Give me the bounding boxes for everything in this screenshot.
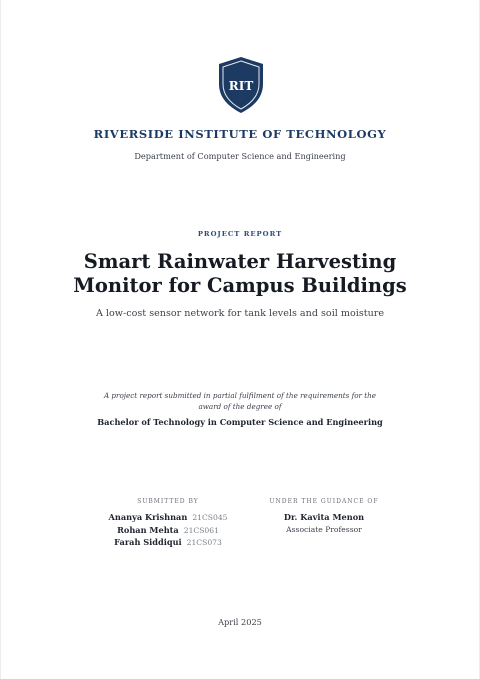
submitted-by-heading: SUBMITTED BY xyxy=(137,498,199,505)
report-title-line-2: Monitor for Campus Buildings xyxy=(73,274,407,297)
guidance-heading: UNDER THE GUIDANCE OF xyxy=(269,498,379,505)
crest-initials: RIT xyxy=(228,79,254,93)
institute-name: RIVERSIDE INSTITUTE OF TECHNOLOGY xyxy=(93,127,387,141)
guidance-section xyxy=(239,498,409,536)
shield-crest-icon xyxy=(217,56,265,114)
student-entry xyxy=(83,524,253,537)
degree-name: Bachelor of Technology in Computer Science and Engineering xyxy=(97,417,383,427)
student-name: Rohan Mehta xyxy=(117,524,179,535)
report-subtitle: A low-cost sensor network for tank levels and soil moisture xyxy=(95,308,385,319)
student-roll: 21CS073 xyxy=(186,538,222,547)
submission-date: April 2025 xyxy=(218,617,262,627)
guide-designation: Associate Professor xyxy=(286,524,362,534)
student-name: Farah Siddiqui xyxy=(114,537,182,547)
fulfilment-line-1: A project report submitted in partial fulfilment of the requirements for the xyxy=(103,391,377,400)
submitted-by-section xyxy=(83,498,253,549)
department-name: Department of Computer Science and Engineering xyxy=(134,151,346,161)
report-title xyxy=(41,250,439,298)
student-entry xyxy=(83,511,253,524)
student-entry xyxy=(83,536,253,549)
report-kicker: PROJECT REPORT xyxy=(197,230,283,238)
fulfilment-line-2: award of the degree of xyxy=(198,402,282,411)
fulfilment-statement xyxy=(101,390,379,412)
student-name: Ananya Krishnan xyxy=(108,512,188,522)
report-title-line-1: Smart Rainwater Harvesting xyxy=(83,250,397,273)
student-roll: 21CS061 xyxy=(183,525,219,535)
student-roll: 21CS045 xyxy=(192,513,228,522)
guide-name: Dr. Kavita Menon xyxy=(283,512,365,522)
